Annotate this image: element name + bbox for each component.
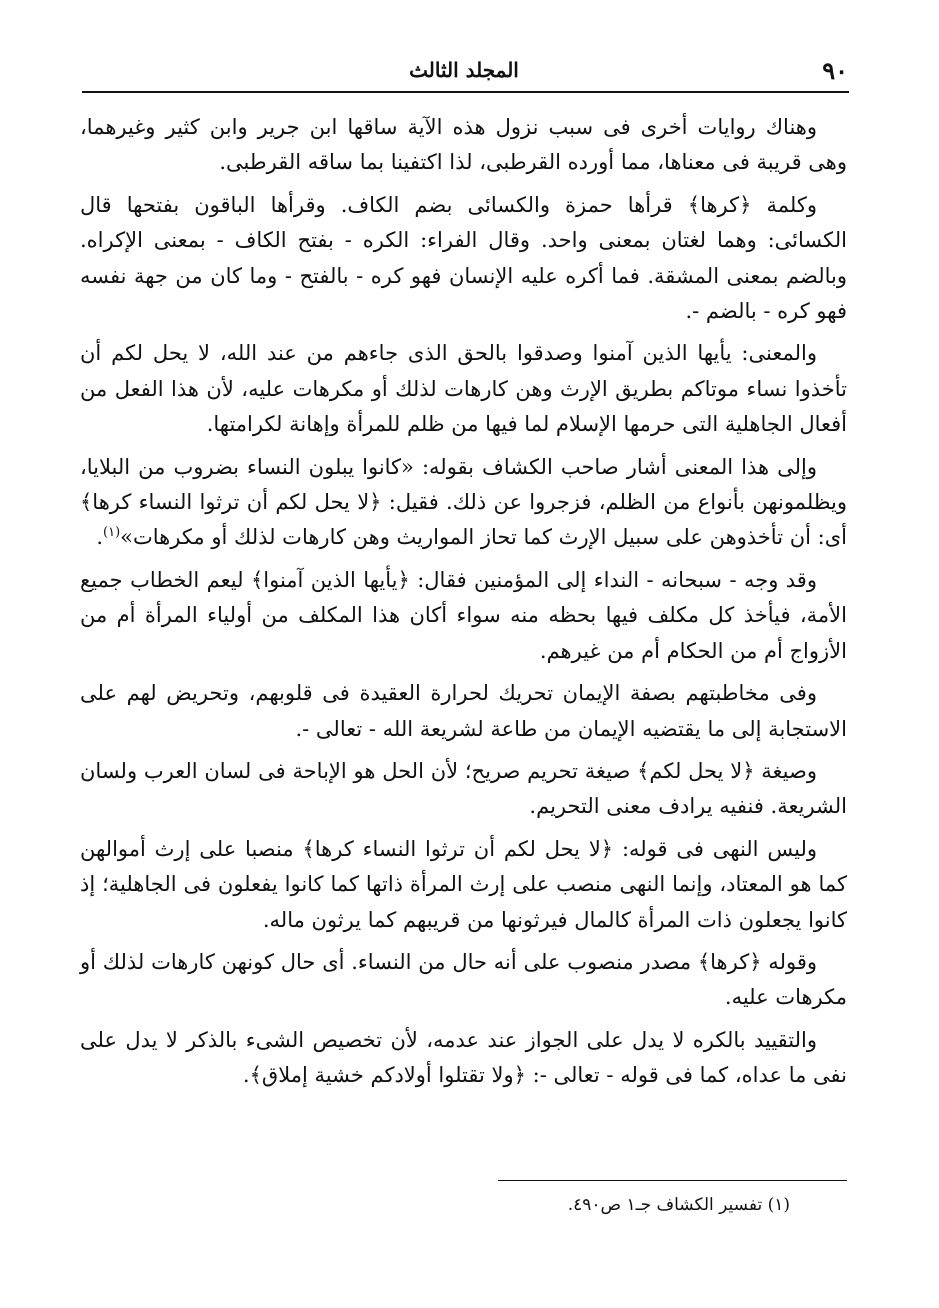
running-title: المجلد الثالث (409, 58, 519, 82)
footnote: (١) تفسير الكشاف جـ١ ص٤٩٠. (567, 1195, 790, 1215)
paragraph-3: والمعنى: يأيها الذين آمنوا وصدقوا بالحق الذى جاءهم من عند الله، لا يحل لكم أن تأخذوا نساء موتاكم بطريق الإرث وهن كارهات لذلك أو مكرهات عليه، لأن هذا الفعل من أفعال الجاهلية التى حرمها الإسلام لما فيها من ظلم للمرأة وإهانة لكرامتها. (80, 341, 847, 437)
page-header (80, 50, 848, 90)
footnote-rule (498, 1180, 847, 1181)
paragraph-10: والتقييد بالكره لا يدل على الجواز عند عدمه، لأن تخصيص الشىء بالذكر لا يدل على نفى ما عداه، كما فى قوله - تعالى -: ﴿ولا تقتلوا أولادكم خشية إملاق﴾. (80, 1027, 847, 1088)
paragraph-7: وصيغة ﴿لا يحل لكم﴾ صيغة تحريم صريح؛ لأن الحل هو الإباحة فى لسان العرب ولسان الشريعة. فنفيه يرادف معنى التحريم. (80, 758, 847, 819)
paragraph-4-text: وإلى هذا المعنى أشار صاحب الكشاف بقوله: «كانوا يبلون النساء بضروب من البلايا، ويظلمونهن بأنواع من الظلم، فزجروا عن ذلك. فقيل: ﴿لا يحل لكم أن ترثوا النساء كرها﴾ أى: أن تأخذوهن على سبيل الإرث كما تحاز المواريث وهن كارهات لذلك أو مكرهات» (80, 454, 847, 550)
paragraph-8: وليس النهى فى قوله: ﴿لا يحل لكم أن ترثوا النساء كرها﴾ منصبا على إرث أموالهن كما هو المعتاد، وإنما النهى منصب على إرث المرأة ذاتها كما كانوا يفعلون فى الجاهلية؛ إذ كانوا يجعلون ذات المرأة كالمال فيرثونها من قريبهم كما يرثون ماله. (80, 836, 847, 932)
page-number: ٩٠ (822, 56, 848, 85)
paragraph-4: وإلى هذا المعنى أشار صاحب الكشاف بقوله: «كانوا يبلون النساء بضروب من البلايا، ويظلمونهن بأنواع من الظلم، فزجروا عن ذلك. فقيل: ﴿لا يحل لكم أن ترثوا النساء كرها﴾ أى: أن تأخذوهن على سبيل الإرث كما تحاز المواريث وهن كارهات لذلك أو مكرهات»$^{(١)}$. (80, 454, 847, 550)
header-rule (82, 91, 849, 93)
paragraph-2: وكلمة ﴿كرها﴾ قرأها حمزة والكسائى بضم الكاف. وقرأها الباقون بفتحها قال الكسائى: وهما لغتان بمعنى واحد. وقال الفراء: الكره - بفتح الكاف - بمعنى الإكراه. وبالضم بمعنى المشقة. فما أكره عليه الإنسان فهو كره - بالفتح - وما كان من جهة نفسه فهو كره - بالضم -. (80, 192, 847, 324)
paragraph-5: وقد وجه - سبحانه - النداء إلى المؤمنين فقال: ﴿يأيها الذين آمنوا﴾ ليعم الخطاب جميع الأمة، فيأخذ كل مكلف فيها بحظه منه سواء أكان هذا المكلف من أولياء المرأة أم من الأزواج أم من الحكام أم من غيرهم. (80, 567, 847, 663)
paragraph-9: وقوله ﴿كرها﴾ مصدر منصوب على أنه حال من النساء. أى حال كونهن كارهات لذلك أو مكرهات عليه. (80, 949, 847, 1010)
paragraph-6: وفى مخاطبتهم بصفة الإيمان تحريك لحرارة العقيدة فى قلوبهم، وتحريض لهم على الاستجابة إلى ما يقتضيه الإيمان من طاعة لشريعة الله - تعالى -. (80, 681, 847, 741)
body-text (80, 110, 847, 1094)
footnote-reference[interactable]: (١) (103, 525, 121, 541)
paragraph-1: وهناك روايات أخرى فى سبب نزول هذه الآية ساقها ابن جرير وابن كثير وغيرهما، وهى قريبة فى معناها، مما أورده القرطبى، لذا اكتفينا بما ساقه القرطبى. (80, 115, 847, 175)
